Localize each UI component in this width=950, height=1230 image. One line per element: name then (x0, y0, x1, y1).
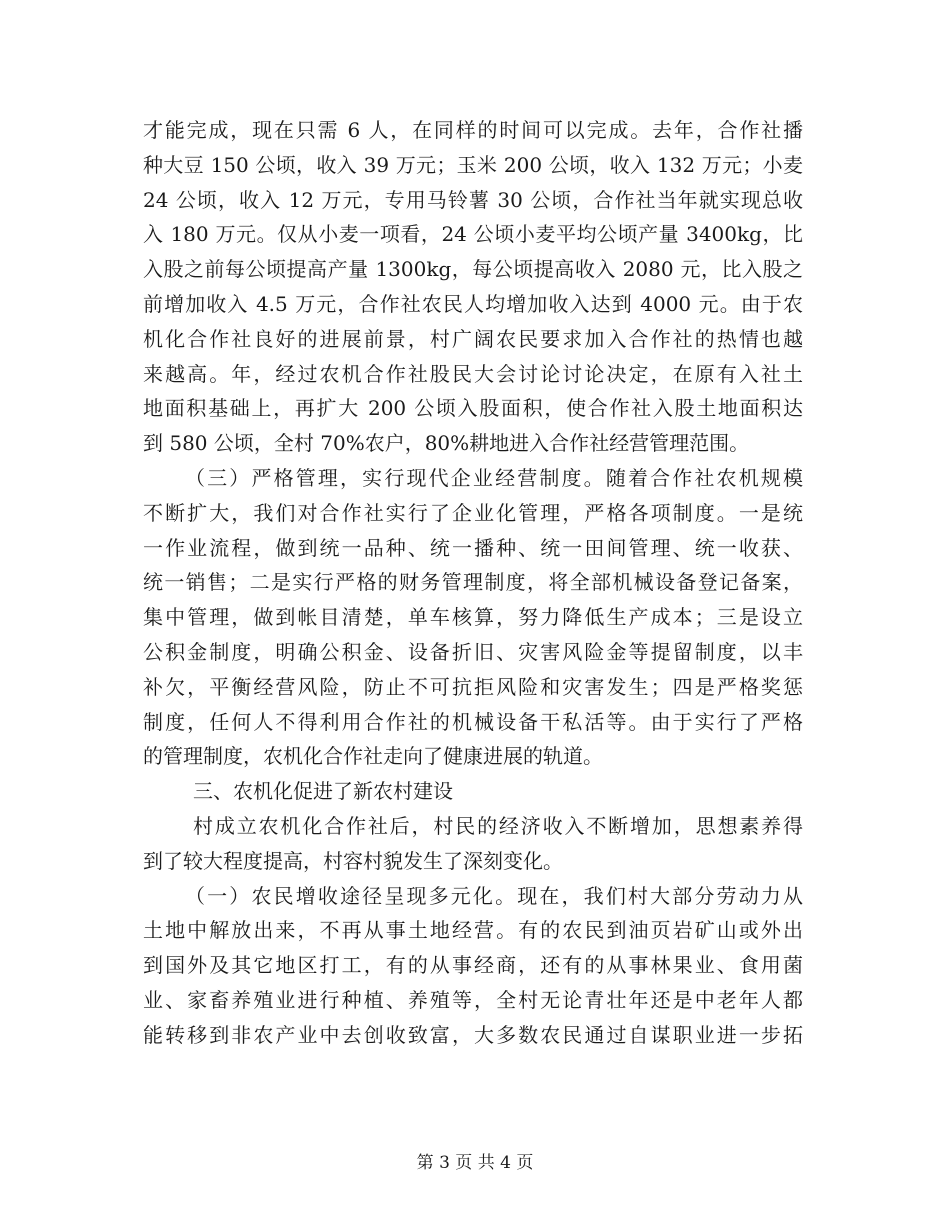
text-line: 机化合作社良好的进展前景，村广阔农民要求加入合作社的热情也越 (143, 326, 803, 351)
page-footer (0, 1152, 950, 1174)
text-line: 统一销售；二是实行严格的财务管理制度，将全部机械设备登记备案， (143, 570, 803, 595)
text-line: 入股之前每公顷提高产量 1300kg，每公顷提高收入 2080 元，比入股之 (143, 257, 803, 282)
text-line: 集中管理，做到帐目清楚，单车核算，努力降低生产成本；三是设立 (143, 605, 803, 630)
text-line: 土地中解放出来，不再从事土地经营。有的农民到油页岩矿山或外出 (143, 918, 803, 943)
section-heading-line: （一）农民增收途径呈现多元化。现在，我们村大部分劳动力从 (185, 883, 803, 908)
text-line: 公积金制度，明确公积金、设备折旧、灾害风险金等提留制度，以丰 (143, 639, 803, 664)
text-line: 才能完成，现在只需 6 人，在同样的时间可以完成。去年，合作社播 (143, 118, 803, 142)
section-heading-line: （三）严格管理，实行现代企业经营制度。随着合作社农机规模 (185, 465, 803, 490)
text-line: 到国外及其它地区打工，有的从事经商，还有的从事林果业、食用菌 (143, 953, 803, 978)
text-line: 制度，任何人不得利用合作社的机械设备干私活等。由于实行了严格 (143, 709, 803, 734)
text-line: 一作业流程，做到统一品种、统一播种、统一田间管理、统一收获、 (143, 535, 803, 560)
text-line: 来越高。年，经过农机合作社股民大会讨论讨论决定，在原有入社土 (143, 361, 803, 386)
text-line: 前增加收入 4.5 万元，合作社农民人均增加收入达到 4000 元。由于农 (143, 291, 803, 316)
page-number-label: 第 3 页 共 4 页 (416, 1153, 534, 1173)
text-line: 到了较大程度提高，村容村貌发生了深刻变化。 (143, 848, 563, 873)
text-line: 到 580 公顷，全村 70%农户，80%耕地进入合作社经营管理范围。 (143, 431, 750, 456)
text-line: 能转移到非农产业中去创收致富，大多数农民通过自谋职业进一步拓 (143, 1022, 803, 1047)
text-line: 入 180 万元。仅从小麦一项看，24 公顷小麦平均公顷产量 3400kg，比 (143, 222, 803, 247)
text-line: 不断扩大，我们对合作社实行了企业化管理，严格各项制度。一是统 (143, 500, 803, 525)
section-title: 三、农机化促进了新农村建设 (193, 779, 453, 804)
text-line: 种大豆 150 公顷，收入 39 万元；玉米 200 公顷，收入 132 万元；小麦 (143, 152, 803, 177)
text-line: 地面积基础上，再扩大 200 公顷入股面积，使合作社入股土地面积达 (143, 396, 803, 421)
text-line: 24 公顷，收入 12 万元，专用马铃薯 30 公顷，合作社当年就实现总收 (143, 187, 803, 212)
text-line: 村成立农机化合作社后，村民的经济收入不断增加，思想素养得 (193, 813, 803, 838)
text-line: 的管理制度，农机化合作社走向了健康进展的轨道。 (143, 744, 603, 769)
text-line: 业、家畜养殖业进行种植、养殖等，全村无论青壮年还是中老年人都 (143, 987, 803, 1012)
body-text (143, 113, 803, 1053)
text-line: 补欠，平衡经营风险，防止不可抗拒风险和灾害发生；四是严格奖惩 (143, 674, 803, 699)
